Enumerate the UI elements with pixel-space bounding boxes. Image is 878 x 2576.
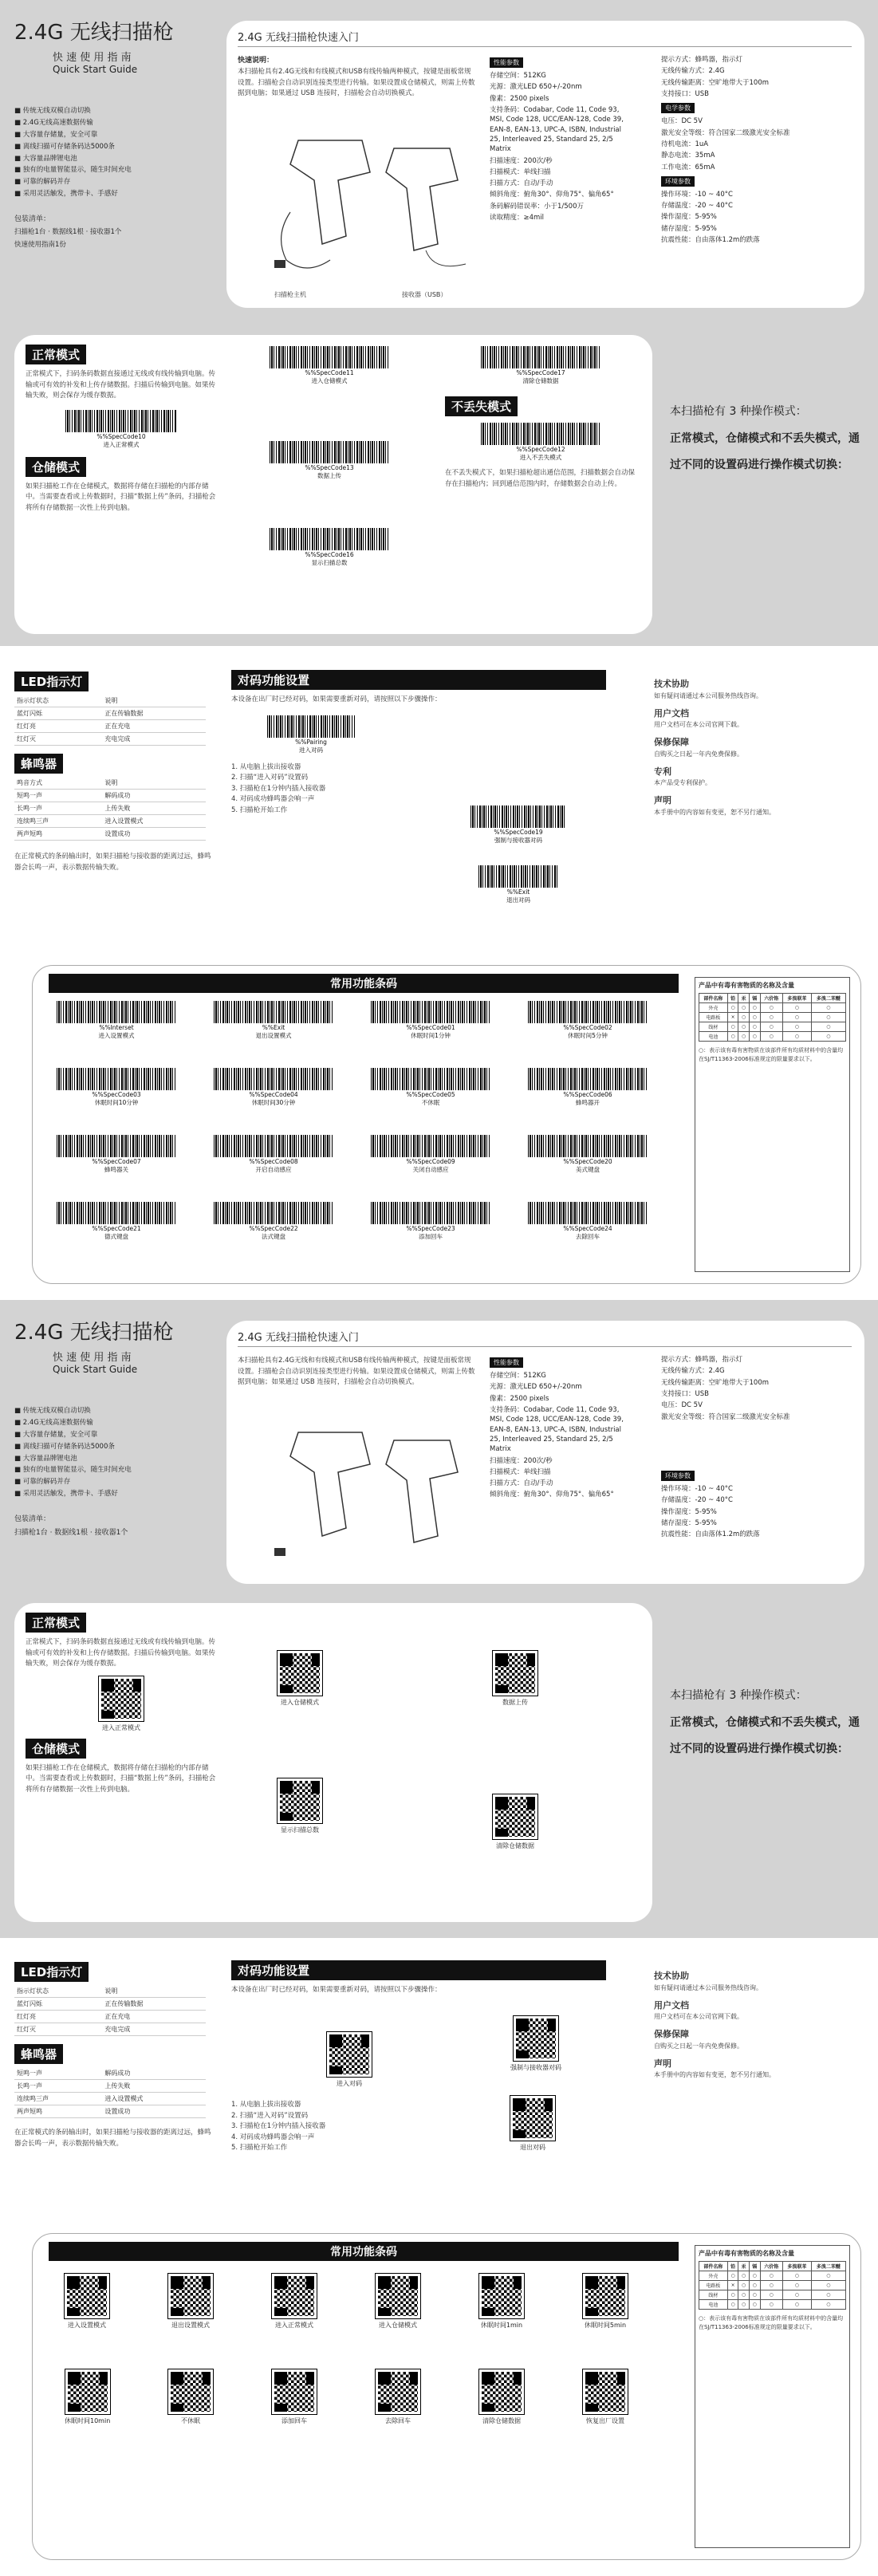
led-table: 指示灯状态 说明 蓝灯闪烁 正在传输数据 红灯亮 正在充电 红灯灭 充电完成: [14, 695, 206, 746]
support-heading-qr: 技术协助: [654, 1971, 689, 1981]
pair-heading-qr: 对码功能设置: [231, 1960, 606, 1980]
common-qr-code[interactable]: 进入正常模式: [272, 2274, 317, 2330]
common-qr-code[interactable]: 休眠时间10min: [65, 2369, 110, 2425]
modes-side-text: [670, 399, 861, 479]
hazard-box: [695, 977, 850, 1272]
elec-table: 电压：DC 5V 激光安全等级：符合国家二级激光安全标准 待机电流：1uA 静态电流：35mA 工作电流：65mA: [661, 117, 790, 171]
cover-subtitle-en-qr: Quick Start Guide: [53, 1364, 138, 1375]
common-barcode[interactable]: %%SpecCode09 关闭自动感应: [371, 1135, 490, 1174]
common-barcode[interactable]: %%SpecCode20 美式键盘: [528, 1135, 648, 1174]
common-qr-code[interactable]: 清除仓储数据: [479, 2369, 524, 2425]
common-barcode[interactable]: %%SpecCode02 休眠时间5分钟: [528, 1001, 648, 1040]
pack-label-qr: 包装清单：: [14, 1515, 51, 1523]
buzzer-table-qr: 短鸣一声 解码成功 长鸣一声 上传失败 连续鸣三声 进入设置模式 两声短鸣 设置成功: [14, 2067, 206, 2118]
img-caption-2: 接收器（USB）: [402, 291, 447, 298]
common-qr-grid: [49, 2274, 679, 2545]
page-1: [0, 0, 878, 646]
patent-text: 本产品受专利保护。: [654, 779, 711, 786]
store-mode-title-qr: 仓储模式: [26, 1739, 86, 1759]
feature-item: ■ 可靠的解码并存: [14, 178, 71, 187]
pair-qr[interactable]: 进入对码: [327, 2032, 372, 2088]
nolose-mode-title: 不丢失模式: [445, 396, 518, 416]
specs-table-2-qr: 提示方式：蜂鸣器，指示灯 无线传输方式：2.4G 无线传输距离：空旷地带大于100m 支持接口：USB 电压：DC 5V 激光安全等级：符合国家二级激光安全标准: [661, 1356, 790, 1421]
intro-panel: [226, 21, 864, 308]
feature-item: ■ 大容量品牌锂电池: [14, 1454, 77, 1463]
common-barcode[interactable]: %%SpecCode22 法式键盘: [214, 1202, 333, 1241]
common-qr-code[interactable]: 恢复出厂设置: [583, 2369, 628, 2425]
led-table-qr: 指示灯状态 说明 蓝灯闪烁 正在传输数据 红灯亮 正在充电 红灯灭 充电完成: [14, 1985, 206, 2036]
store-mode-text: 如果扫描枪工作在仓储模式，数据将存储在扫描枪的内部存储中。当需要查看或上传数据时，扫描“数据上传”条码，扫描枪会将所有存储数据一次性上传到电脑。: [26, 482, 216, 512]
store-mode-qr[interactable]: 进入仓储模式: [278, 1651, 322, 1707]
common-qr-code[interactable]: 不休眠: [168, 2369, 213, 2425]
feature-item: ■ 离线扫描可存储条码达5000条: [14, 1442, 115, 1451]
common-barcode[interactable]: %%SpecCode01 休眠时间1分钟: [371, 1001, 490, 1040]
common-barcode[interactable]: %%SpecCode05 不休眠: [371, 1068, 490, 1107]
hazard-table-qr: 部件名称 铅 汞 镉 六价铬 多溴联苯 多溴二苯醚 外壳 ○ ○ ○ ○ ○ ○ 电路板 × ○ ○ ○ ○ ○ 线材 ○ ○ ○ ○ ○ ○ 电池 ○ ○ ○ ○ ○ ○: [699, 2261, 846, 2310]
feature-item: ■ 独有的电量智能显示，随生时间充电: [14, 1466, 132, 1475]
feature-list-qr: [14, 1405, 206, 1500]
feature-item: ■ 采用灵活触发，携带卡、手感好: [14, 190, 118, 199]
exit-pair-qr[interactable]: 退出对码: [510, 2096, 555, 2152]
specs-table: 存储空间：512KG 光源：激光LED 650+/-20nm 像素：2500 pixels 支持条码：Codabar, Code 11, Code 93, MSI, Code 128, UCC/EAN-128, Code 39, EAN-8, EAN-13, UPC-A, ISBN, Industrial 25, Interleaved 25, Standard 25, 2/5 Matrix 扫描速度：200次/秒 扫描模式：单线扫描 扫描方式：自动/手动 倾斜角度：俯角30°、仰角75°、偏角65° 条码解码错误率：小于1/500万 读取精度：≥4mil: [490, 72, 624, 223]
pair-text: 本设备在出厂时已经对码，如果需要重新对码，请按照以下步骤操作：: [231, 695, 442, 703]
usage-text-qr: 本扫描枪具有2.4G无线和有线模式和USB有线传输两种模式，按键是面板常规设置。扫描枪会自动识别连接类型进行传输。如果设置成仓储模式，则需上传数据到电脑；如果通过 USB 连接时，扫描枪会自动切换模式。: [238, 1357, 475, 1387]
common-panel-qr: [32, 2233, 861, 2560]
modes-side-list: 正常模式，仓储模式和不丢失模式，通过不同的设置码进行操作模式切换：: [670, 431, 860, 472]
force-pair-barcode[interactable]: %%SpecCode19 强制与接收器对码: [470, 805, 566, 845]
specs-table-qr: 存储空间：512KG 光源：激光LED 650+/-20nm 像素：2500 pixels 支持条码：Codabar, Code 11, Code 93, MSI, Code 128, UCC/EAN-128, Code 39, EAN-8, EAN-13, UPC-A, ISBN, Industrial 25, Interleaved 25, Standard 25, 2/5 Matrix 扫描速度：200次/秒 扫描模式：单线扫描 扫描方式：自动/手动 倾斜角度：俯角30°、仰角75°、偏角65°: [490, 1372, 624, 1499]
modes-panel: [14, 335, 652, 634]
common-heading: 常用功能条码: [49, 974, 679, 993]
warranty-heading: 保修保障: [654, 737, 689, 747]
common-barcode[interactable]: %%Exit 退出设置模式: [214, 1001, 333, 1040]
hazard-note: ○：表示该有毒有害物质在该部件所有均质材料中的含量均在SJ/T11363-2006标准规定的限量要求以下。: [699, 1047, 844, 1062]
env-heading-qr: 环境参数: [661, 1471, 695, 1481]
nolose-barcode[interactable]: %%SpecCode12 进入不丢失模式: [445, 423, 636, 462]
doc-text: 用户文档可在本公司官网下载。: [654, 721, 743, 728]
img-caption-1: 扫描枪主机: [274, 291, 306, 298]
intro-heading-qr: 2.4G 无线扫描枪快速入门: [238, 1332, 359, 1344]
feature-item: ■ 传统无线双模自动切换: [14, 107, 91, 115]
modes-panel-qr: [14, 1603, 652, 1922]
declare-heading: 声明: [654, 795, 671, 805]
elec-heading: 电学参数: [661, 103, 695, 113]
pair-text-qr: 本设备在出厂时已经对码，如果需要重新对码，请按照以下步骤操作：: [231, 1986, 442, 1994]
common-barcode[interactable]: %%SpecCode08 开启自动感应: [214, 1135, 333, 1174]
feature-item: ■ 大容量品牌锂电池: [14, 154, 77, 163]
store-mode-title: 仓储模式: [26, 457, 86, 477]
common-qr-code[interactable]: 休眠时间5min: [583, 2274, 628, 2330]
pack-items: 扫描枪1台 · 数据线1根 · 接收器1个: [14, 228, 122, 236]
common-barcode[interactable]: %%SpecCode21 德式键盘: [57, 1202, 176, 1241]
doc-text-qr: 用户文档可在本公司官网下载。: [654, 2013, 743, 2020]
cover-subtitle-en: Quick Start Guide: [53, 64, 138, 75]
feature-item: ■ 2.4G无线高速数据传输: [14, 118, 93, 127]
count-barcode[interactable]: %%SpecCode16 显示扫描总数: [238, 528, 421, 567]
feature-item: ■ 2.4G无线高速数据传输: [14, 1418, 93, 1427]
common-barcode[interactable]: %%SpecCode23 添加回车: [371, 1202, 490, 1241]
hazard-heading: 产品中有毒有害物质的名称及含量: [699, 982, 794, 989]
pair-barcode[interactable]: %%Pairing 进入对码: [231, 715, 391, 754]
declare-text: 本手册中的内容如有变更，恕不另行通知。: [654, 808, 775, 816]
common-qr-code[interactable]: 去除回车: [376, 2369, 420, 2425]
support-text: 如有疑问请通过本公司服务热线咨询。: [654, 691, 762, 699]
hazard-heading-qr: 产品中有毒有害物质的名称及含量: [699, 2250, 794, 2257]
hazard-note-qr: ○：表示该有毒有害物质在该部件所有均质材料中的含量均在SJ/T11363-2006标准规定的限量要求以下。: [699, 2315, 844, 2330]
pair-steps: 1. 从电脑上拔出接收器 2. 扫描“进入对码”设置码 3. 扫描枪在1分钟内插入接收器 4. 对码成功蜂鸣器会响一声 5. 扫描枪开始工作: [231, 762, 326, 814]
warranty-heading-qr: 保修保障: [654, 2029, 689, 2039]
clear-qr[interactable]: 清除仓储数据: [493, 1794, 537, 1850]
buzzer-note: 在正常模式的条码输出时，如果扫描枪与接收器的距离过远，蜂鸣器会长鸣一声，表示数据传输失败。: [14, 853, 211, 872]
pack-label: 包装清单：: [14, 215, 51, 223]
feature-item: ■ 独有的电量智能显示，随生时间充电: [14, 166, 132, 175]
common-barcode[interactable]: %%Interset 进入设置模式: [57, 1001, 176, 1040]
specs-table-2: 提示方式：蜂鸣器，指示灯 无线传输方式：2.4G 无线传输距离：空旷地带大于100m 支持接口：USB: [661, 56, 770, 98]
specs-heading: 性能参数: [490, 57, 523, 68]
cover-title: 2.4G 无线扫描枪: [14, 21, 174, 45]
modes-side-intro: 本扫描枪有 3 种操作模式：: [670, 405, 807, 418]
pack-items-qr: 扫描枪1台 · 数据线1根 · 接收器1个: [14, 1529, 128, 1537]
common-barcode[interactable]: %%SpecCode24 去除回车: [528, 1202, 648, 1241]
intro-panel-qr: [226, 1321, 864, 1584]
normal-mode-text: 正常模式下，扫码条码数据直接通过无线或有线传输到电脑。传输或可有效的补发和上传存储数据。扫描后传输到电脑。如果传输失败，则会保存为缓存数据。: [26, 370, 216, 400]
normal-mode-text-qr: 正常模式下，扫码条码数据直接通过无线或有线传输到电脑。传输或可有效的补发和上传存储数据。扫描后传输到电脑。如果传输失败，则会保存为缓存数据。: [26, 1638, 216, 1668]
common-panel: [32, 965, 861, 1284]
cover-subtitle-qr: 快 速 使 用 指 南: [53, 1352, 132, 1364]
doc-heading-qr: 用户文档: [654, 1999, 689, 2011]
feature-item: ■ 传统无线双模自动切换: [14, 1407, 91, 1415]
common-qr-code[interactable]: 进入仓储模式: [376, 2274, 420, 2330]
feature-item: ■ 离线扫描可存储条码达5000条: [14, 142, 115, 151]
doc-heading: 用户文档: [654, 707, 689, 719]
common-barcode[interactable]: %%SpecCode04 休眠时间30分钟: [214, 1068, 333, 1107]
scanner-illustration: [242, 124, 482, 284]
page-3: [0, 1300, 878, 1938]
upload-barcode[interactable]: %%SpecCode13 数据上传: [238, 441, 421, 480]
common-qr-code[interactable]: 添加回车: [272, 2369, 317, 2425]
pair-steps-qr: 1. 从电脑上拔出接收器 2. 扫描“进入对码”设置码 3. 扫描枪在1分钟内插入接收器 4. 对码成功蜂鸣器会响一声 5. 扫描枪开始工作: [231, 2101, 326, 2153]
feature-item: ■ 大容量存储量，安全可靠: [14, 130, 98, 139]
feature-list: [14, 105, 206, 200]
common-heading-qr: 常用功能条码: [49, 2242, 679, 2261]
common-qr-code[interactable]: 退出设置模式: [168, 2274, 213, 2330]
store-mode-barcode[interactable]: %%SpecCode11 进入仓储模式: [238, 346, 421, 385]
feature-item: ■ 可靠的解码并存: [14, 1478, 71, 1487]
hazard-box-qr: [695, 2245, 850, 2548]
count-qr[interactable]: 显示扫描总数: [278, 1778, 322, 1834]
declare-text-qr: 本手册中的内容如有变更，恕不另行通知。: [654, 2071, 775, 2078]
scanner-illustration-qr: [242, 1416, 482, 1568]
cover: [14, 16, 206, 249]
cover-title-qr: 2.4G 无线扫描枪: [14, 1321, 174, 1345]
usage-label: 快速说明：: [238, 57, 274, 65]
led-heading-qr: LED指示灯: [14, 1962, 89, 1982]
specs-heading-qr: 性能参数: [490, 1357, 523, 1368]
common-barcode[interactable]: %%SpecCode06 蜂鸣器开: [528, 1068, 648, 1107]
store-mode-text-qr: 如果扫描枪工作在仓储模式，数据将存储在扫描枪的内部存储中。当需要查看或上传数据时，扫描“数据上传”条码，扫描枪会将所有存储数据一次性上传到电脑。: [26, 1763, 216, 1794]
normal-mode-barcode[interactable]: %%SpecCode10 进入正常模式: [26, 410, 217, 449]
pack-items-2: 快速使用指南1份: [14, 241, 66, 249]
page-2: [0, 646, 878, 1300]
patent-heading: 专利: [654, 766, 671, 777]
declare-heading-qr: 声明: [654, 2058, 671, 2069]
buzzer-table: 鸣音方式 说明 短鸣一声 解码成功 长鸣一声 上传失败 连续鸣三声 进入设置模式 两声短鸣 设置成功: [14, 777, 206, 841]
buzzer-heading: 蜂鸣器: [14, 754, 63, 774]
upload-qr[interactable]: 数据上传: [493, 1651, 537, 1707]
nolose-mode-text: 在不丢失模式下，如果扫描枪超出通信范围，扫描数据会自动保存在扫描枪内；回到通信范围内时，存储数据会自动上传。: [445, 469, 636, 488]
common-qr-code[interactable]: 进入设置模式: [65, 2274, 109, 2330]
env-table: 操作环境：-10 ~ 40°C 存储温度：-20 ~ 40°C 操作湿度：5-95% 储存湿度：5-95% 抗震性能：自由落体1.2m的跌落: [661, 190, 760, 245]
page-4: [0, 1938, 878, 2576]
common-qr-code[interactable]: 休眠时间1min: [479, 2274, 524, 2330]
env-table-qr: 操作环境：-10 ~ 40°C 存储温度：-20 ~ 40°C 操作湿度：5-95% 储存湿度：5-95% 抗震性能：自由落体1.2m的跌落: [661, 1484, 760, 1539]
hazard-table: 部件名称 铅 汞 镉 六价铬 多溴联苯 多溴二苯醚 外壳 ○ ○ ○ ○ ○ ○ 电路板 × ○ ○ ○ ○ ○ 线材 ○ ○ ○ ○ ○ ○ 电池 ○ ○ ○ ○ ○ ○: [699, 993, 846, 1042]
modes-side-text-qr: 本扫描枪有 3 种操作模式： 正常模式，仓储模式和不丢失模式，通过不同的设置码进行操作模式切换：: [670, 1689, 860, 1756]
usage-text: 本扫描枪具有2.4G无线和有线模式和USB有线传输两种模式，按键是面板常规设置。扫描枪会自动识别连接类型进行传输。如果设置成仓储模式，则需上传数据到电脑；如果通过 USB 连接时，扫描枪会自动切换模式。: [238, 68, 475, 98]
support-text-qr: 如有疑问请通过本公司服务热线咨询。: [654, 1983, 762, 1991]
normal-mode-title-qr: 正常模式: [26, 1613, 86, 1633]
warranty-text: 自购买之日起一年内免费保修。: [654, 750, 743, 758]
led-heading: LED指示灯: [14, 672, 89, 691]
common-barcode[interactable]: %%SpecCode07 蜂鸣器关: [57, 1135, 176, 1174]
normal-mode-title: 正常模式: [26, 345, 86, 364]
normal-mode-qr[interactable]: 进入正常模式: [26, 1676, 217, 1732]
buzzer-note-qr: 在正常模式的条码输出时，如果扫描枪与接收器的距离过远，蜂鸣器会长鸣一声，表示数据传输失败。: [14, 2129, 211, 2148]
common-barcode[interactable]: %%SpecCode03 休眠时间10分钟: [57, 1068, 176, 1107]
env-heading: 环境参数: [661, 176, 695, 187]
feature-item: ■ 采用灵活触发，携带卡、手感好: [14, 1490, 118, 1499]
clear-barcode[interactable]: %%SpecCode17 清除仓储数据: [445, 346, 636, 385]
support-heading: 技术协助: [654, 679, 689, 689]
force-pair-qr[interactable]: 强制与接收器对码: [510, 2016, 561, 2072]
common-barcode-grid: [49, 1001, 679, 1272]
intro-heading: 2.4G 无线扫描枪快速入门: [238, 32, 359, 44]
cover-subtitle: 快 速 使 用 指 南: [53, 52, 132, 64]
feature-item: ■ 大容量存储量，安全可靠: [14, 1430, 98, 1439]
warranty-text-qr: 自购买之日起一年内免费保修。: [654, 2042, 743, 2050]
buzzer-heading-qr: 蜂鸣器: [14, 2044, 63, 2064]
exit-pair-barcode[interactable]: %%Exit 退出对码: [478, 865, 558, 904]
pair-heading: 对码功能设置: [231, 670, 606, 690]
